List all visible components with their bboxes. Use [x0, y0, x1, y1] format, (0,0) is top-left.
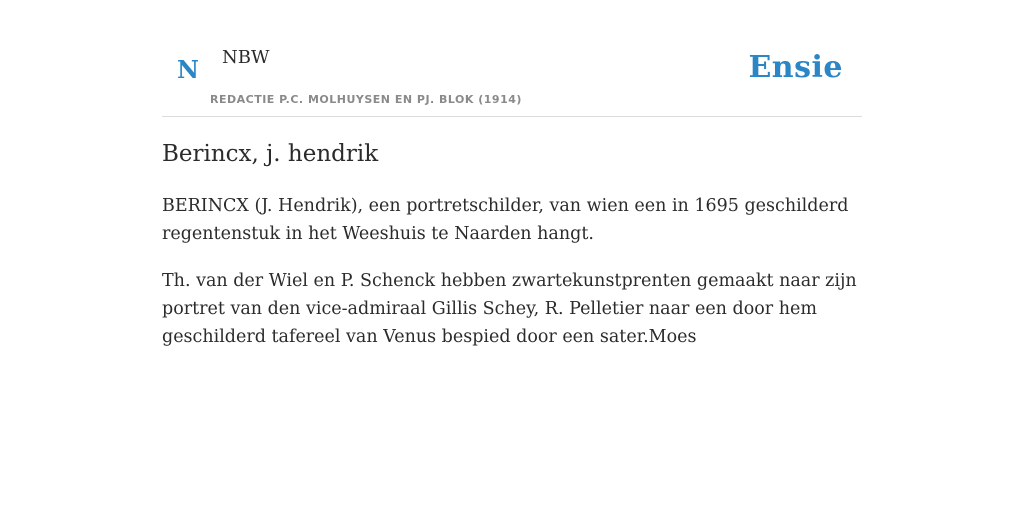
ensie-brand-logo[interactable]: Ensie [748, 50, 843, 85]
entry-paragraph: Th. van der Wiel en P. Schenck hebben zwartekunstprenten gemaakt naar zijn portret van den vice-admiraal Gillis Schey, R. Pelletier naar een door hem geschilderd tafereel van Venus bespied door een sater.Moes [162, 271, 857, 347]
source-logo[interactable]: N [177, 55, 199, 84]
source-header [162, 0, 862, 117]
source-title-link[interactable]: NBW [222, 47, 270, 68]
entry-paragraph: BERINCX (J. Hendrik), een portretschilder, van wien een in 1695 geschilderd regentenstuk in het Weeshuis te Naarden hangt. [162, 196, 849, 244]
page-container [162, 0, 862, 347]
source-subtitle: REDACTIE P.C. MOLHUYSEN EN PJ. BLOK (1914) [210, 93, 522, 106]
entry-title: Berincx, j. hendrik [162, 141, 379, 167]
entry-body [162, 192, 862, 370]
